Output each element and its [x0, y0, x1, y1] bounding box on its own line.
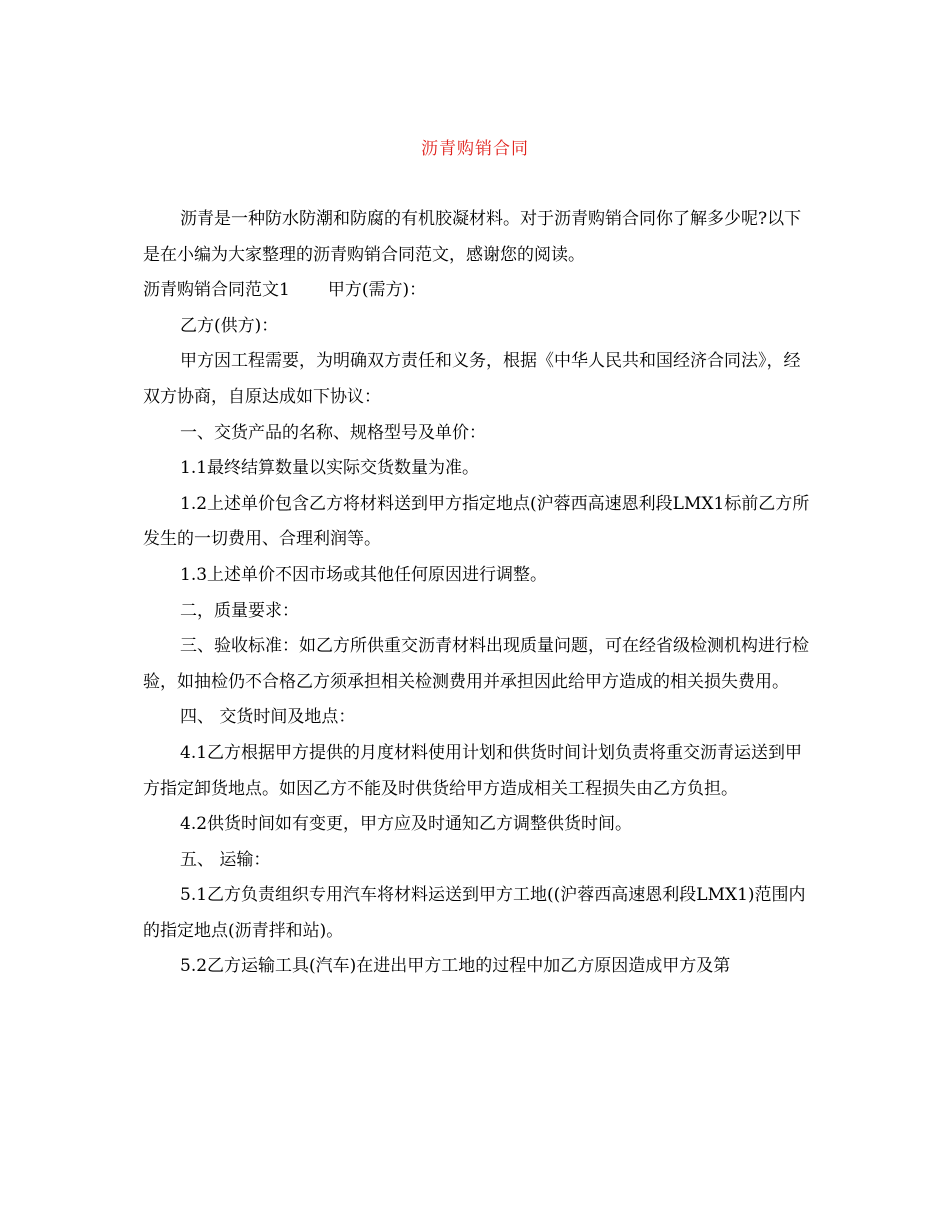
- section-1-heading: 一、交货产品的名称、规格型号及单价：: [180, 422, 486, 443]
- document-body: [143, 202, 815, 985]
- clause-4-2: 4.2供货时间如有变更，甲方应及时通知乙方调整供货时间。: [180, 814, 633, 835]
- clause-1-2: 1.2上述单价包含乙方将材料送到甲方指定地点(沪蓉西高速恩利段LMX1标前乙方所发生的一切费用、合理利润等。: [143, 493, 810, 550]
- sample-heading: 沥青购销合同范文1: [143, 280, 290, 301]
- preamble-paragraph: 甲方因工程需要，为明确双方责任和义务，根据《中华人民共和国经济合同法》，经双方协商，自原达成如下协议：: [143, 351, 801, 407]
- clause-5-2: 5.2乙方运输工具(汽车)在进出甲方工地的过程中加乙方原因造成甲方及第: [180, 956, 731, 977]
- clause-1-3: 1.3上述单价不因市场或其他任何原因进行调整。: [180, 564, 548, 585]
- clause-4-1: 4.1乙方根据甲方提供的月度材料使用计划和供货时间计划负责将重交沥青运送到甲方指定卸货地点。如因乙方不能及时供货给甲方造成相关工程损失由乙方负担。: [143, 742, 803, 799]
- section-4-heading: 四、 交货时间及地点：: [180, 707, 356, 728]
- section-3-paragraph: 三、验收标准：如乙方所供重交沥青材料出现质量问题，可在经省级检测机构进行检验，如抽检仍不合格乙方须承担相关检测费用并承担因此给甲方造成的相关损失费用。: [143, 636, 809, 692]
- clause-1-1: 1.1最终结算数量以实际交货数量为准。: [180, 458, 480, 479]
- party-b-label: 乙方(供方)：: [180, 315, 279, 336]
- section-2-heading: 二，质量要求：: [180, 600, 299, 621]
- document-title: 沥青购销合同: [421, 139, 529, 159]
- intro-paragraph: 沥青是一种防水防潮和防腐的有机胶凝材料。对于沥青购销合同你了解多少呢?以下是在小编为大家整理的沥青购销合同范文，感谢您的阅读。: [143, 209, 802, 265]
- clause-5-1: 5.1乙方负责组织专用汽车将材料运送到甲方工地((沪蓉西高速恩利段LMX1)范围内的指定地点(沥青拌和站)。: [143, 885, 806, 941]
- sample-heading-line: [143, 273, 815, 309]
- section-5-heading: 五、 运输：: [180, 849, 271, 870]
- party-a-label: 甲方(需方)：: [327, 280, 427, 301]
